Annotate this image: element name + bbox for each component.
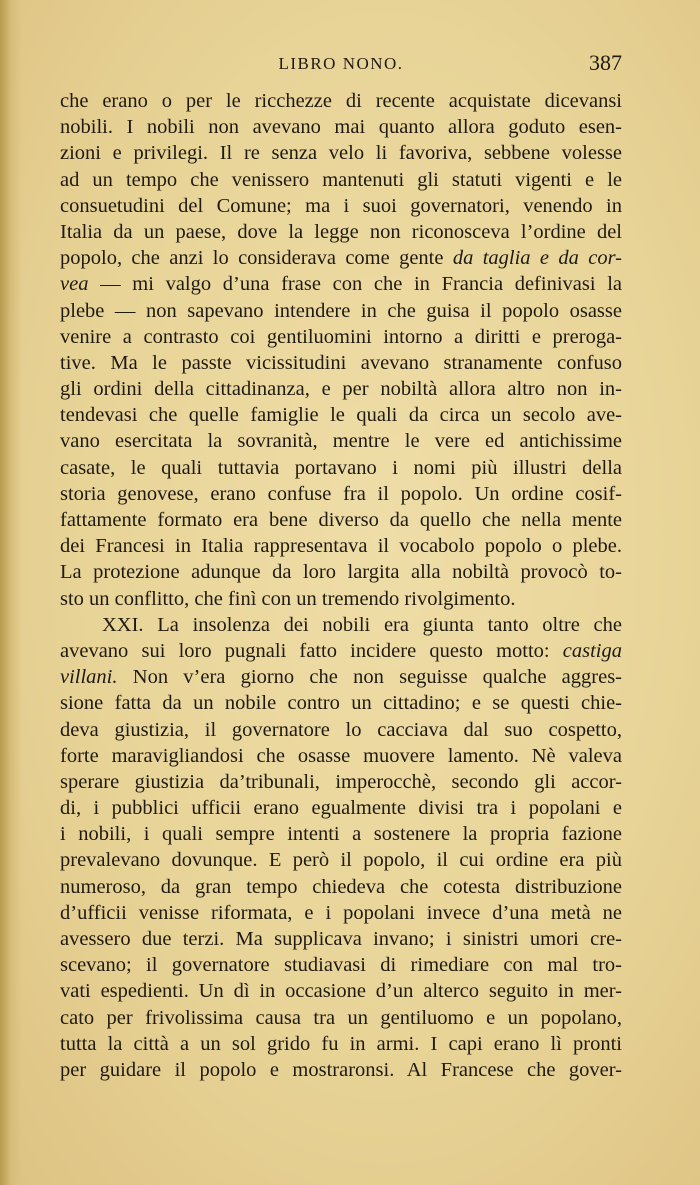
line-text: venire a contrasto coi gentiluomini intorno a diritti e preroga- — [60, 325, 622, 348]
italic-text: vea — [60, 273, 89, 296]
line-text: ad un tempo che venissero mantenuti gli statuti vigenti e le — [60, 168, 622, 191]
running-title: LIBRO NONO. — [278, 54, 404, 73]
text-line — [60, 978, 622, 1004]
text-line — [60, 769, 622, 795]
text-line — [60, 586, 622, 612]
line-text: d’ufficii venisse riformata, e i popolani invece d’una metà ne — [60, 901, 622, 924]
line-text: prevalevano dovunque. E però il popolo, il cui ordine era più — [60, 849, 622, 872]
text-line — [60, 847, 622, 873]
text-line — [60, 481, 622, 507]
line-text: cato per frivolissima causa tra un gentiluomo e un popolano, — [60, 1006, 622, 1029]
text-line — [60, 402, 622, 428]
line-text: casate, le quali tuttavia portavano i nomi più illustri della — [60, 456, 622, 479]
text-line — [60, 428, 622, 454]
text-line — [60, 926, 622, 952]
line-text: zioni e privilegi. Il re senza velo li favoriva, sebbene volesse — [60, 142, 622, 165]
line-text: i nobili, i quali sempre intenti a sostenere la propria fazione — [60, 823, 622, 846]
text-line — [60, 952, 622, 978]
line-text: Non v’era giorno che non seguisse qualche aggres- — [117, 666, 622, 689]
line-text: sto un conflitto, che finì con un tremendo rivolgimento. — [60, 587, 516, 610]
text-line — [60, 821, 622, 847]
text-line — [60, 1057, 622, 1083]
line-text: — mi valgo d’una frase con che in Francia definivasi la — [88, 273, 622, 296]
line-text: popolo, che anzi lo considerava come gente — [60, 247, 453, 270]
line-text: gli ordini della cittadinanza, e per nobiltà allora altro non in- — [60, 378, 622, 401]
text-line — [60, 612, 622, 638]
line-text: tive. Ma le passte vicissitudini avevano stranamente confuso — [60, 351, 622, 374]
text-line — [60, 245, 622, 271]
line-text: scevano; il governatore studiavasi di rimediare con mal tro- — [60, 954, 622, 977]
text-line — [60, 324, 622, 350]
text-line — [60, 874, 622, 900]
binding-shadow — [0, 0, 22, 1185]
text-line — [60, 298, 622, 324]
italic-text: castiga — [562, 639, 622, 662]
line-text: nobili. I nobili non avevano mai quanto allora goduto esen- — [60, 116, 622, 139]
line-text: XXI. La insolenza dei nobili era giunta tanto oltre che — [102, 613, 622, 636]
text-line — [60, 455, 622, 481]
text-line — [60, 507, 622, 533]
text-line — [60, 219, 622, 245]
line-text: consuetudini del Comune; ma i suoi governatori, venendo in — [60, 194, 622, 217]
italic-text: da taglia e da cor- — [452, 247, 622, 270]
text-line — [60, 376, 622, 402]
line-text: fattamente formato era bene diverso da quello che nella mente — [60, 509, 622, 531]
line-text: forte maravigliandosi che osasse muovere lamento. Nè valeva — [60, 744, 622, 767]
text-line — [60, 743, 622, 769]
text-line — [60, 193, 622, 219]
line-text: La protezione adunque da loro largita alla nobiltà provocò to- — [60, 561, 622, 584]
line-text: numeroso, da gran tempo chiedeva che cotesta distribuzione — [60, 875, 622, 898]
text-line — [60, 533, 622, 559]
page-number: 387 — [589, 50, 622, 75]
text-line — [60, 638, 622, 664]
line-text: dei Francesi in Italia rappresentava il vocabolo popolo o plebe. — [60, 535, 622, 558]
text-line — [60, 900, 622, 926]
line-text: di, i pubblici ufficii erano egualmente divisi tra i popolani e — [60, 797, 622, 820]
line-text: sperare giustizia da’tribunali, imperocchè, secondo gli accor- — [60, 770, 622, 793]
text-line — [60, 795, 622, 821]
line-text: tendevasi che quelle famiglie le quali da circa un secolo ave- — [60, 404, 622, 427]
running-head — [60, 50, 622, 80]
text-line — [60, 717, 622, 743]
text-line — [60, 271, 622, 297]
line-text: plebe — non sapevano intendere in che guisa il popolo osasse — [60, 299, 622, 322]
text-line — [60, 88, 622, 114]
text-line — [60, 350, 622, 376]
line-text: vano esercitata la sovranità, mentre le vere ed antichissime — [60, 430, 622, 453]
text-line — [60, 1031, 622, 1057]
line-text: Italia da un paese, dove la legge non riconosceva l’ordine del — [60, 220, 622, 243]
line-text: deva giustizia, il governatore lo cacciava dal suo cospetto, — [60, 718, 622, 741]
line-text: storia genovese, erano confuse fra il popolo. Un ordine cosif- — [60, 482, 622, 505]
text-line — [60, 664, 622, 690]
text-line — [60, 167, 622, 193]
text-line — [60, 140, 622, 166]
line-text: avevano sui loro pugnali fatto incidere questo motto: — [60, 639, 563, 662]
italic-text: villani. — [60, 666, 118, 689]
text-line — [60, 114, 622, 140]
line-text: per guidare il popolo e mostraronsi. Al Francese che gover- — [60, 1058, 622, 1081]
text-line — [60, 559, 622, 585]
line-text: tutta la città a un sol grido fu in armi. I capi erano lì pronti — [60, 1032, 622, 1055]
text-line — [60, 690, 622, 716]
line-text: avessero due terzi. Ma supplicava invano; i sinistri umori cre- — [60, 928, 622, 950]
line-text: vati espedienti. Un dì in occasione d’un alterco seguito in mer- — [60, 980, 622, 1003]
text-line — [60, 1005, 622, 1031]
line-text: sione fatta da un nobile contro un cittadino; e se questi chie- — [60, 692, 622, 715]
body-text — [60, 88, 622, 1083]
line-text: che erano o per le ricchezze di recente acquistate dicevansi — [60, 90, 622, 112]
